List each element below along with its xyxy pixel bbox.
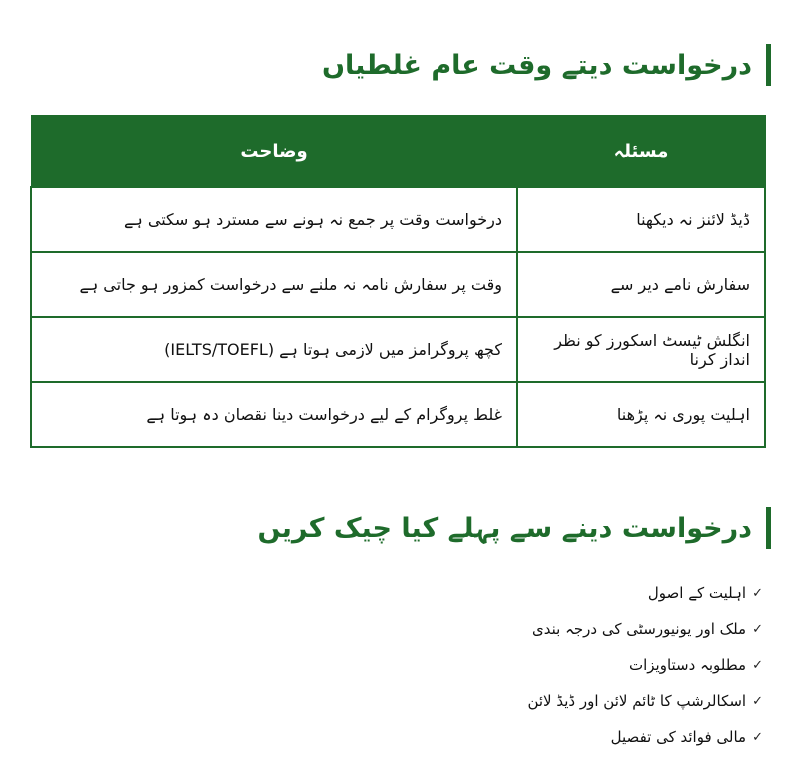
column-header-explanation: وضاحت (31, 116, 517, 188)
checklist (527, 575, 763, 755)
section-title: درخواست دیتے وقت عام غلطیاں (322, 49, 752, 81)
table-row (31, 382, 765, 447)
checkmark-icon: ✓ (752, 657, 763, 673)
list-item (527, 611, 763, 647)
issue-cell: ڈیڈ لائنز نہ دیکھنا (517, 187, 765, 252)
mistakes-table (30, 115, 766, 448)
explanation-cell: درخواست وقت پر جمع نہ ہونے سے مسترد ہو سکتی ہے (31, 187, 517, 252)
checkmark-icon: ✓ (752, 729, 763, 745)
table-row (31, 252, 765, 317)
list-item (527, 647, 763, 683)
checkmark-icon: ✓ (752, 621, 763, 637)
list-item-label: ملک اور یونیورسٹی کی درجہ بندی (532, 620, 747, 638)
list-item (527, 719, 763, 755)
table-header-row (31, 116, 765, 188)
section-title: درخواست دینے سے پہلے کیا چیک کریں (257, 512, 752, 544)
list-item-label: اہلیت کے اصول (647, 584, 747, 602)
explanation-cell: وقت پر سفارش نامہ نہ ملنے سے درخواست کمزور ہو جاتی ہے (31, 252, 517, 317)
issue-cell: انگلش ٹیسٹ اسکورز کو نظر انداز کرنا (517, 317, 765, 382)
explanation-cell: کچھ پروگرامز میں لازمی ہوتا ہے (IELTS/TOEFL) (31, 317, 517, 382)
issue-cell: اہلیت پوری نہ پڑھنا (517, 382, 765, 447)
table-row (31, 187, 765, 252)
checkmark-icon: ✓ (752, 585, 763, 601)
section-heading-common-mistakes (322, 44, 771, 86)
list-item-label: مالی فوائد کی تفصیل (610, 728, 747, 746)
section-heading-checklist (257, 507, 771, 549)
list-item (527, 683, 763, 719)
column-header-issue: مسئلہ (517, 116, 765, 188)
list-item-label: مطلوبہ دستاویزات (628, 656, 747, 674)
list-item-label: اسکالرشپ کا ٹائم لائن اور ڈیڈ لائن (527, 692, 747, 710)
issue-cell: سفارش نامے دیر سے (517, 252, 765, 317)
checkmark-icon: ✓ (752, 693, 763, 709)
list-item (527, 575, 763, 611)
explanation-cell: غلط پروگرام کے لیے درخواست دینا نقصان دہ ہوتا ہے (31, 382, 517, 447)
table-row (31, 317, 765, 382)
